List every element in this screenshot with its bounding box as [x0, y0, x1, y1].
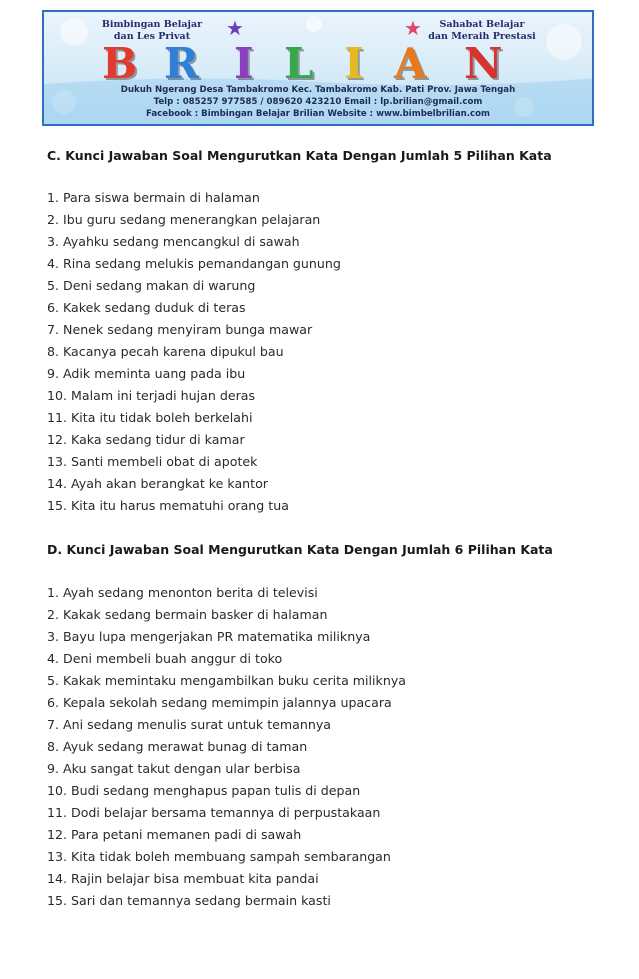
list-item: 5. Kakak memintaku mengambilkan buku cerita miliknya	[47, 673, 406, 688]
section-d-heading: D. Kunci Jawaban Soal Mengurutkan Kata Dengan Jumlah 6 Pilihan Kata	[47, 542, 553, 557]
list-item: 5. Deni sedang makan di warung	[47, 278, 256, 293]
list-item: 13. Kita tidak boleh membuang sampah sembarangan	[47, 849, 391, 864]
banner-social: Facebook : Bimbingan Belajar Brilian Website : www.bimbelbrilian.com	[146, 109, 490, 119]
list-item: 8. Kacanya pecah karena dipukul bau	[47, 344, 284, 359]
list-item: 14. Rajin belajar bisa membuat kita pandai	[47, 871, 319, 886]
list-item: 1. Para siswa bermain di halaman	[47, 190, 260, 205]
banner-contact: Telp : 085257 977585 / 089620 423210 Email : lp.brilian@gmail.com	[153, 97, 483, 107]
list-item: 4. Rina sedang melukis pemandangan gunung	[47, 256, 341, 271]
section-c-list	[47, 187, 341, 517]
list-item: 9. Aku sangat takut dengan ular berbisa	[47, 761, 301, 776]
list-item: 15. Kita itu harus mematuhi orang tua	[47, 498, 289, 513]
list-item: 15. Sari dan temannya sedang bermain kasti	[47, 893, 331, 908]
banner-tagline-left: Bimbingan Belajar dan Les Privat	[101, 19, 203, 42]
list-item: 10. Malam ini terjadi hujan deras	[47, 388, 256, 403]
header-banner	[42, 10, 594, 126]
list-item: 10. Budi sedang menghapus papan tulis di depan	[47, 783, 361, 798]
section-c-heading: C. Kunci Jawaban Soal Mengurutkan Kata Dengan Jumlah 5 Pilihan Kata	[47, 148, 552, 163]
list-item: 12. Para petani memanen padi di sawah	[47, 827, 302, 842]
list-item: 13. Santi membeli obat di apotek	[47, 454, 258, 469]
list-item: 4. Deni membeli buah anggur di toko	[47, 651, 283, 666]
list-item: 1. Ayah sedang menonton berita di televisi	[47, 585, 318, 600]
banner-tagline-right: Sahabat Belajar dan Meraih Prestasi	[428, 19, 536, 42]
list-item: 7. Ani sedang menulis surat untuk temannya	[47, 717, 332, 732]
list-item: 14. Ayah akan berangkat ke kantor	[47, 476, 268, 491]
list-item: 6. Kepala sekolah sedang memimpin jalannya upacara	[47, 695, 392, 710]
list-item: 3. Bayu lupa mengerjakan PR matematika miliknya	[47, 629, 371, 644]
list-item: 2. Ibu guru sedang menerangkan pelajaran	[47, 212, 321, 227]
section-d-list	[47, 582, 406, 912]
banner-address: Dukuh Ngerang Desa Tambakromo Kec. Tambakromo Kab. Pati Prov. Jawa Tengah	[120, 85, 516, 95]
list-item: 7. Nenek sedang menyiram bunga mawar	[47, 322, 313, 337]
list-item: 6. Kakek sedang duduk di teras	[47, 300, 246, 315]
list-item: 9. Adik meminta uang pada ibu	[47, 366, 246, 381]
list-item: 11. Dodi belajar bersama temannya di perpustakaan	[47, 805, 381, 820]
list-item: 3. Ayahku sedang mencangkul di sawah	[47, 234, 300, 249]
list-item: 8. Ayuk sedang merawat bunag di taman	[47, 739, 308, 754]
list-item: 11. Kita itu tidak boleh berkelahi	[47, 410, 253, 425]
brand-logo: B R I L I A N	[102, 39, 503, 88]
star-icon: ★	[226, 16, 244, 40]
list-item: 12. Kaka sedang tidur di kamar	[47, 432, 245, 447]
star-icon: ★	[404, 16, 422, 40]
list-item: 2. Kakak sedang bermain basker di halaman	[47, 607, 328, 622]
